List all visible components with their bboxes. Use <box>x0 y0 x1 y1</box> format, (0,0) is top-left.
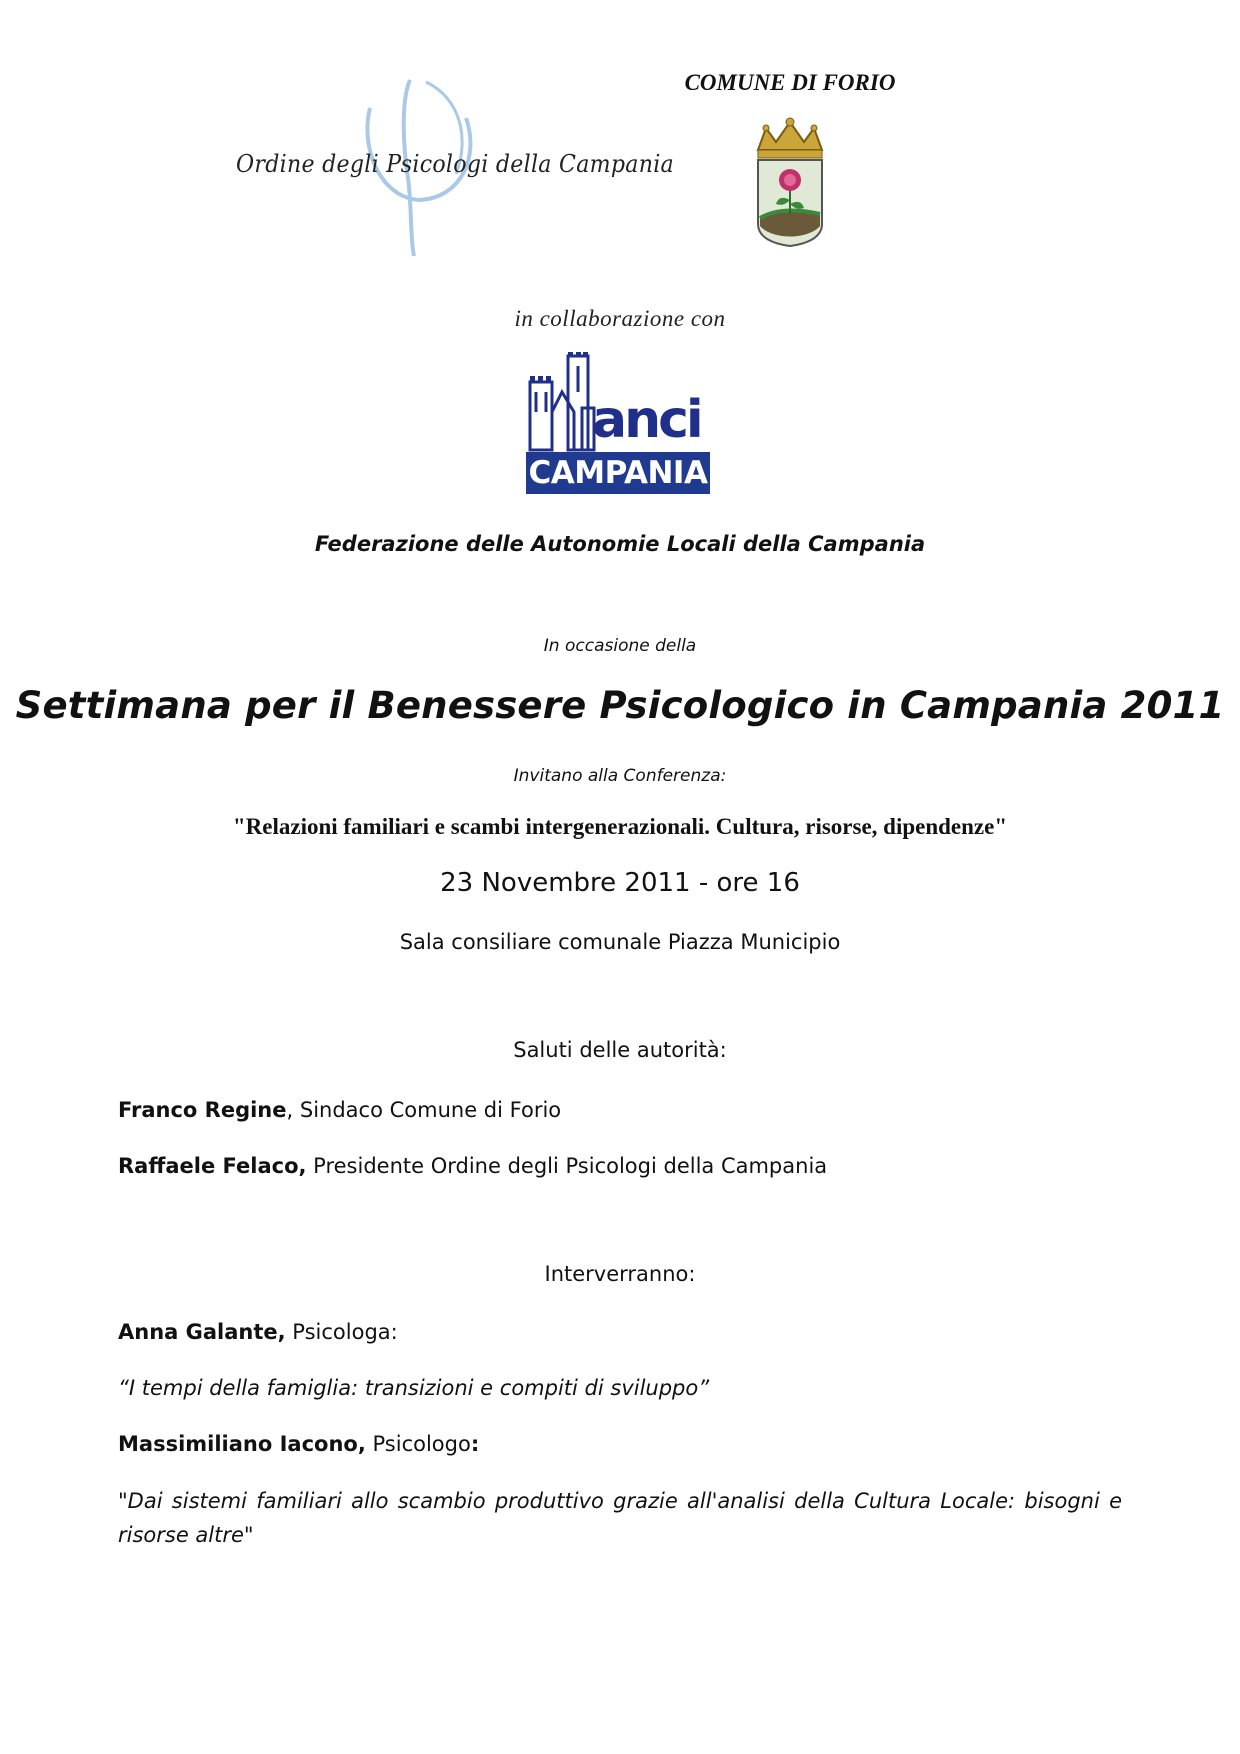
speaker-talk-title: “I tempi della famiglia: transizioni e compiti di sviluppo” <box>118 1376 710 1400</box>
saluti-heading: Saluti delle autorità: <box>513 1038 727 1062</box>
anci-campania-logo <box>526 352 710 496</box>
authority-name: Franco Regine <box>118 1098 287 1122</box>
invitano-label: Invitano alla Conferenza: <box>513 766 727 786</box>
collaboration-label: in collaborazione con <box>514 306 726 331</box>
speaker-item <box>118 1316 1122 1350</box>
occasione-label: In occasione della <box>543 636 697 656</box>
comune-crest-icon <box>748 114 832 248</box>
authority-separator: , <box>286 1098 294 1122</box>
speaker-role-suffix: : <box>470 1432 480 1456</box>
authority-item <box>118 1150 1122 1184</box>
interverranno-heading: Interverranno: <box>544 1262 696 1286</box>
anci-wordmark: anci <box>592 390 701 450</box>
authority-role: Presidente Ordine degli Psicologi della Campania <box>306 1154 828 1178</box>
speaker-talk-title: "Dai sistemi familiari allo scambio produttivo grazie all'analisi della Cultura Locale: bisogni e risorse altre" <box>118 1489 1122 1548</box>
speaker-item <box>118 1428 1122 1462</box>
authority-role: Sindaco Comune di Forio <box>293 1098 562 1122</box>
speaker-name: Massimiliano Iacono, <box>118 1432 366 1456</box>
ordine-psicologi-logo <box>230 78 674 258</box>
event-date: 23 Novembre 2011 - ore 16 <box>440 868 800 898</box>
ordine-logo-text: Ordine degli Psicologi della Campania <box>236 150 674 178</box>
speaker-role: Psicologa: <box>285 1320 398 1344</box>
page-title: Settimana per il Benessere Psicologico in Campania 2011 <box>15 684 1225 727</box>
authority-name: Raffaele Felaco, <box>118 1154 307 1178</box>
event-venue: Sala consiliare comunale Piazza Municipio <box>399 930 841 954</box>
speaker-name: Anna Galante, <box>118 1320 286 1344</box>
conference-title: "Relazioni familiari e scambi intergenerazionali. Cultura, risorse, dipendenze" <box>232 814 1008 839</box>
speaker-role: Psicologo <box>365 1432 471 1456</box>
authority-item <box>118 1094 1122 1128</box>
federazione-subtitle: Federazione delle Autonomie Locali della Campania <box>314 532 926 556</box>
anci-campania-band: CAMPANIA <box>526 452 710 494</box>
comune-title: COMUNE DI FORIO <box>684 70 896 95</box>
